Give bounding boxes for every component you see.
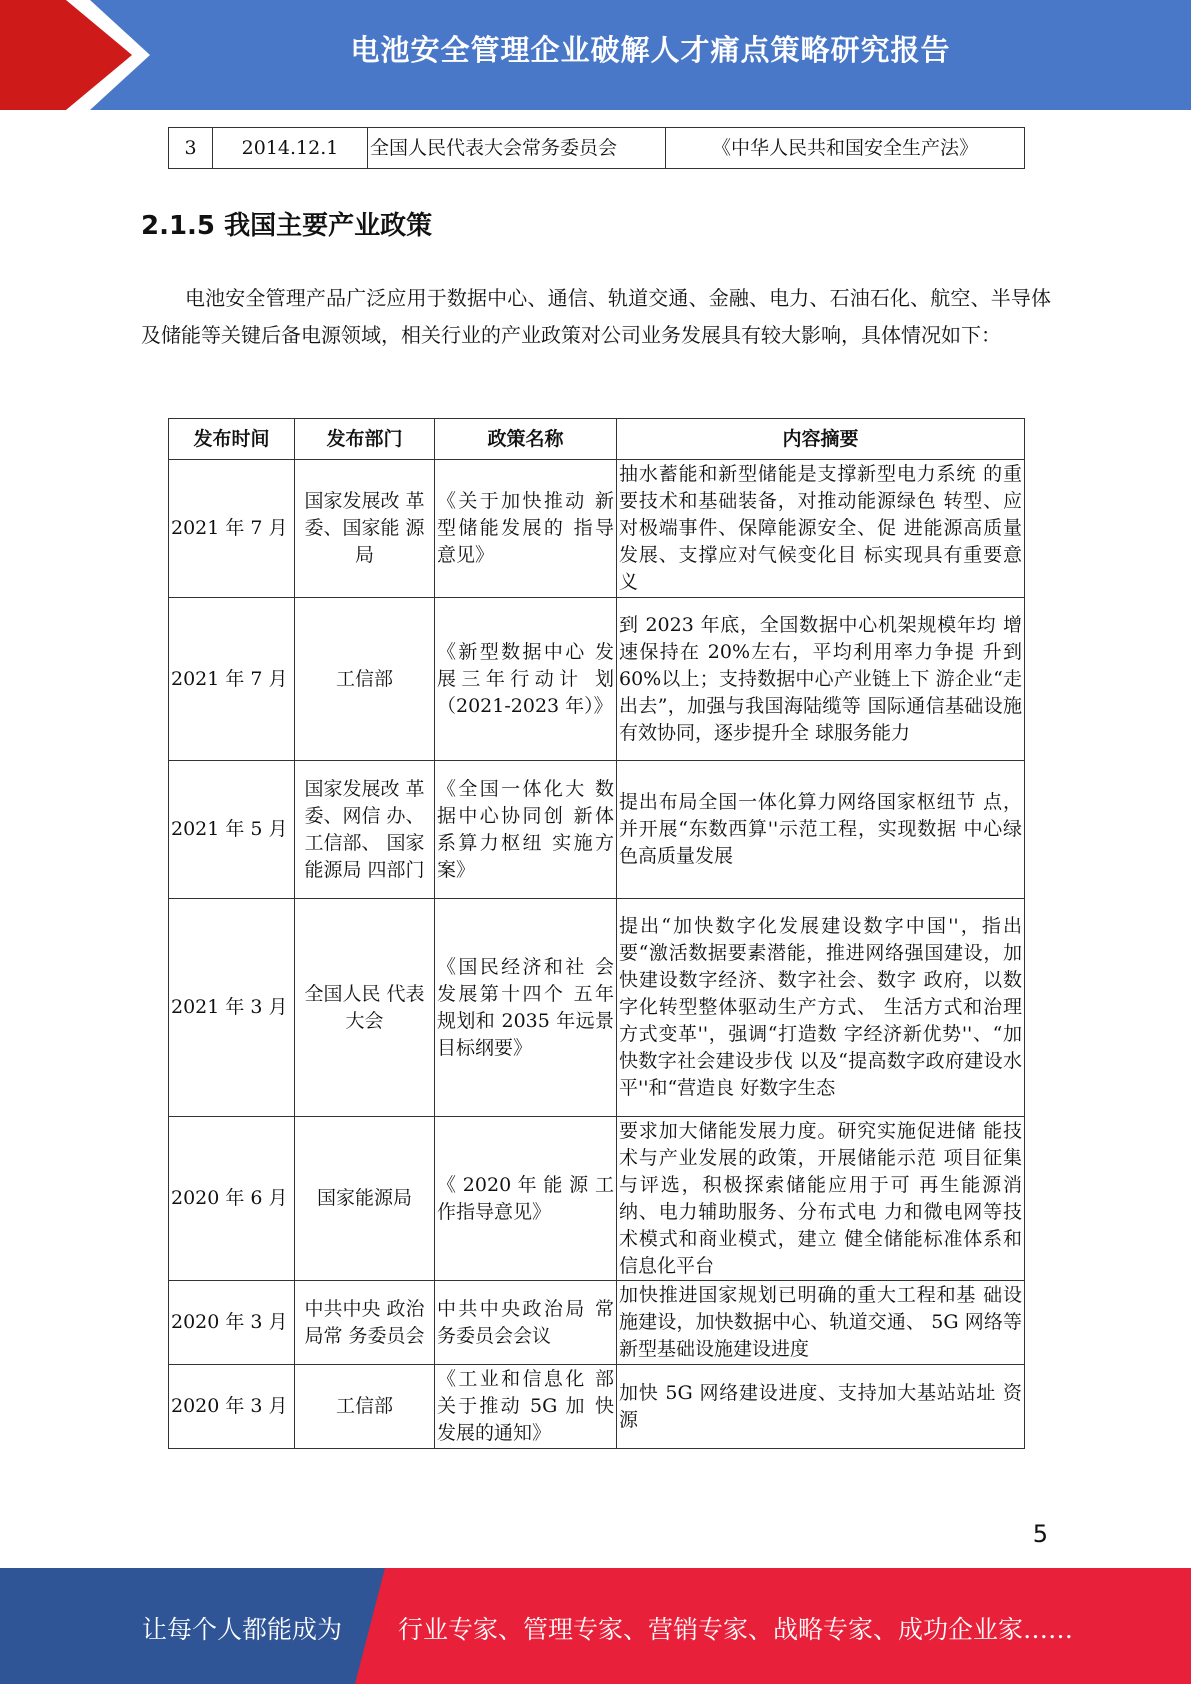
law-table-continued	[168, 127, 1025, 169]
policy-date: 2021 年 5 月	[169, 761, 295, 899]
policy-summary: 抽水蓄能和新型储能是支撑新型电力系统 的重要技术和基础装备，对推动能源绿色 转型、应对极端事件、保障能源安全、促 进能源高质量发展、支撑应对气候变化目 标实现具有重要意义	[617, 460, 1025, 598]
table-header-row	[169, 419, 1025, 460]
row-dept: 全国人民代表大会常务委员会	[368, 128, 666, 169]
policy-name: 《新型数据中心 发展三年行动计 划（2021-2023 年）》	[435, 598, 617, 761]
policy-summary: 到 2023 年底，全国数据中心机架规模年均 增速保持在 20%左右，平均利用率力争提 升到 60%以上；支持数据中心产业链上下 游企业“走出去”，加强与我国海陆缆等 国际通信基础设施有效协同，逐步提升全 球服务能力	[617, 598, 1025, 761]
header-red-arrow-icon	[0, 0, 132, 110]
policy-summary: 提出布局全国一体化算力网络国家枢纽节 点，并开展“东数西算''示范工程，实现数据 中心绿色高质量发展	[617, 761, 1025, 899]
policy-dept: 工信部	[295, 1365, 435, 1449]
intro-paragraph: 电池安全管理产品广泛应用于数据中心、通信、轨道交通、金融、电力、石油石化、航空、半导体及储能等关键后备电源领域，相关行业的产业政策对公司业务发展具有较大影响，具体情况如下：	[141, 286, 1051, 347]
policy-date: 2021 年 7 月	[169, 460, 295, 598]
table-row	[169, 1281, 1025, 1365]
policy-name: 《工业和信息化 部关于推动 5G 加 快发展的通知》	[435, 1365, 617, 1449]
column-header: 发布部门	[295, 419, 435, 460]
policy-date: 2020 年 6 月	[169, 1117, 295, 1281]
column-header: 内容摘要	[617, 419, 1025, 460]
policy-name: 《关于加快推动 新型储能发展的 指导意见》	[435, 460, 617, 598]
policy-date: 2020 年 3 月	[169, 1281, 295, 1365]
page-number: 5	[1032, 1520, 1048, 1548]
column-header: 发布时间	[169, 419, 295, 460]
table-row	[169, 1117, 1025, 1281]
footer-slogan-left: 让每个人都能成为	[142, 1615, 343, 1644]
policy-dept: 国家能源局	[295, 1117, 435, 1281]
table-row	[169, 1365, 1025, 1449]
table-row	[169, 128, 1025, 169]
footer-slogan-right: 行业专家、管理专家、营销专家、战略专家、成功企业家……	[398, 1615, 1074, 1644]
table-row	[169, 460, 1025, 598]
policy-table	[168, 418, 1025, 1449]
row-number: 3	[169, 128, 213, 169]
policy-date: 2020 年 3 月	[169, 1365, 295, 1449]
page-footer	[0, 1568, 1191, 1684]
policy-summary: 提出“加快数字化发展建设数字中国''，指出要“激活数据要素潜能，推进网络强国建设，加快建设数字经济、数字社会、数字 政府，以数字化转型整体驱动生产方式、 生活方式和治理方式变革''，强调“打造数 字经济新优势''、“加快数字社会建设步伐 以及“提高数字政府建设水平''和“营造良 好数字生态	[617, 899, 1025, 1117]
table-row	[169, 899, 1025, 1117]
row-law-name: 《中华人民共和国安全生产法》	[666, 128, 1025, 169]
policy-dept: 中共中央 政治局常 务委员会	[295, 1281, 435, 1365]
policy-name: 《 2020 年 能 源 工作指导意见》	[435, 1117, 617, 1281]
policy-date: 2021 年 3 月	[169, 899, 295, 1117]
table-row	[169, 598, 1025, 761]
policy-name: 《全国一体化大 数据中心协同创 新体系算力枢纽 实施方案》	[435, 761, 617, 899]
page-header	[0, 0, 1191, 110]
column-header: 政策名称	[435, 419, 617, 460]
table-row	[169, 761, 1025, 899]
policy-date: 2021 年 7 月	[169, 598, 295, 761]
row-date: 2014.12.1	[213, 128, 368, 169]
policy-dept: 国家发展改 革委、网信 办、工信部、 国家能源局 四部门	[295, 761, 435, 899]
policy-dept: 工信部	[295, 598, 435, 761]
policy-name: 中共中央政治局 常务委员会会议	[435, 1281, 617, 1365]
policy-dept: 国家发展改 革委、国家能 源局	[295, 460, 435, 598]
policy-summary: 要求加大储能发展力度。研究实施促进储 能技术与产业发展的政策，开展储能示范 项目征集与评选，积极探索储能应用于可 再生能源消纳、电力辅助服务、分布式电 力和微电网等技术模式和商业模式，建立 健全储能标准体系和信息化平台	[617, 1117, 1025, 1281]
report-title: 电池安全管理企业破解人才痛点策略研究报告	[350, 33, 951, 67]
section-heading: 2.1.5 我国主要产业政策	[141, 211, 433, 241]
policy-dept: 全国人民 代表大会	[295, 899, 435, 1117]
policy-summary: 加快 5G 网络建设进度、支持加大基站站址 资源	[617, 1365, 1025, 1449]
policy-summary: 加快推进国家规划已明确的重大工程和基 础设施建设，加快数据中心、轨道交通、 5G 网络等新型基础设施建设进度	[617, 1281, 1025, 1365]
policy-name: 《国民经济和社 会发展第十四个 五年规划和 2035 年远景目标纲要》	[435, 899, 617, 1117]
